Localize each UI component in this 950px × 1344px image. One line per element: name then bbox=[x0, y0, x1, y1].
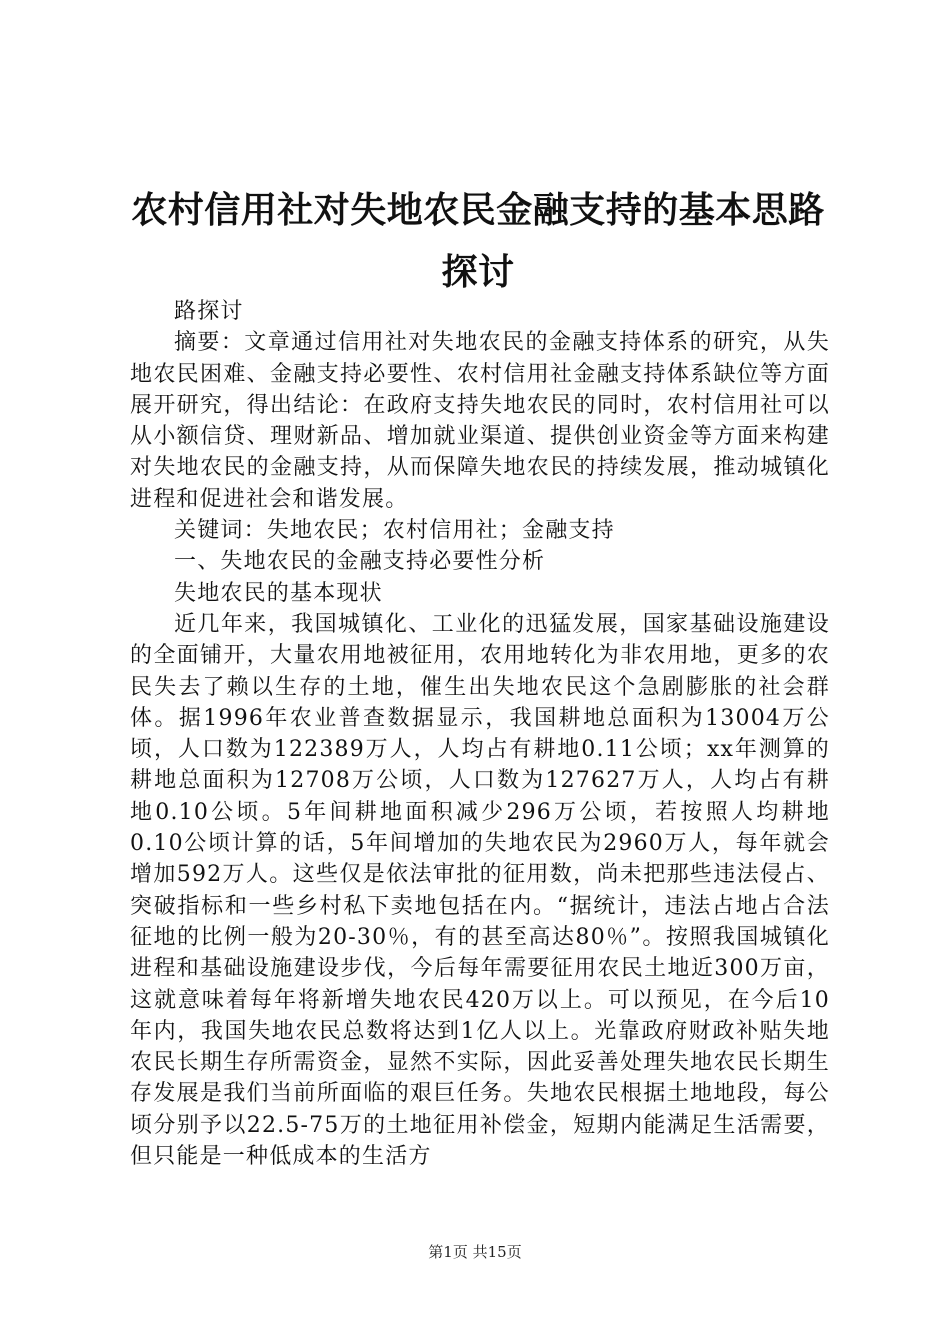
subtitle-fragment: 路探讨 bbox=[174, 299, 244, 324]
document-title: 农村信用社对失地农民金融支持的基本思路探讨 bbox=[131, 190, 825, 293]
section-heading: 一、失地农民的金融支持必要性分析 bbox=[174, 549, 546, 575]
document-body bbox=[130, 296, 830, 1172]
subsection-heading: 失地农民的基本现状 bbox=[174, 580, 383, 606]
page-footer: 第1页 共15页 bbox=[428, 1243, 522, 1261]
body-paragraph: 近几年来，我国城镇化、工业化的迅猛发展，国家基础设施建设的全面铺开，大量农用地被征用，农用地转化为非农用地，更多的农民失去了赖以生存的土地，催生出失地农民这个急剧膨胀的社会群体。据1996年农业普查数据显示，我国耕地总面积为13004万公顷，人口数为122389万人，人均占有耕地0.11公顷；xx年测算的耕地总面积为12708万公顷，人口数为127627万人，人均占有耕地0.10公顷。5年间耕地面积减少296万公顷，若按照人均耕地0.10公顷计算的话，5年间增加的失地农民为2960万人，每年就会增加592万人。这些仅是依法审批的征用数，尚未把那些违法侵占、突破指标和一些乡村私下卖地包括在内。“据统计，违法占地占合法征地的比例一般为20-30％，有的甚至高达80％”。按照我国城镇化进程和基础设施建设步伐，今后每年需要征用农民土地近300万亩，这就意味着每年将新增失地农民420万以上。可以预见，在今后10年内，我国失地农民总数将达到1亿人以上。光靠政府财政补贴失地农民长期生存所需资金，显然不实际，因此妥善处理失地农民长期生存发展是我们当前所面临的艰巨任务。失地农民根据土地地段，每公顷分别予以22.5-75万的土地征用补偿金，短期内能满足生活需要，但只能是一种低成本的生活方 bbox=[130, 611, 830, 1170]
keywords-paragraph: 关键词：失地农民；农村信用社；金融支持 bbox=[174, 518, 615, 544]
abstract-paragraph: 摘要：文章通过信用社对失地农民的金融支持体系的研究，从失地农民困难、金融支持必要性、农村信用社金融支持体系缺位等方面展开研究，得出结论：在政府支持失地农民的同时，农村信用社可以从小额信贷、理财新品、增加就业渠道、提供创业资金等方面来构建对失地农民的金融支持，从而保障失地农民的持续发展，推动城镇化进程和促进社会和谐发展。 bbox=[130, 330, 830, 512]
